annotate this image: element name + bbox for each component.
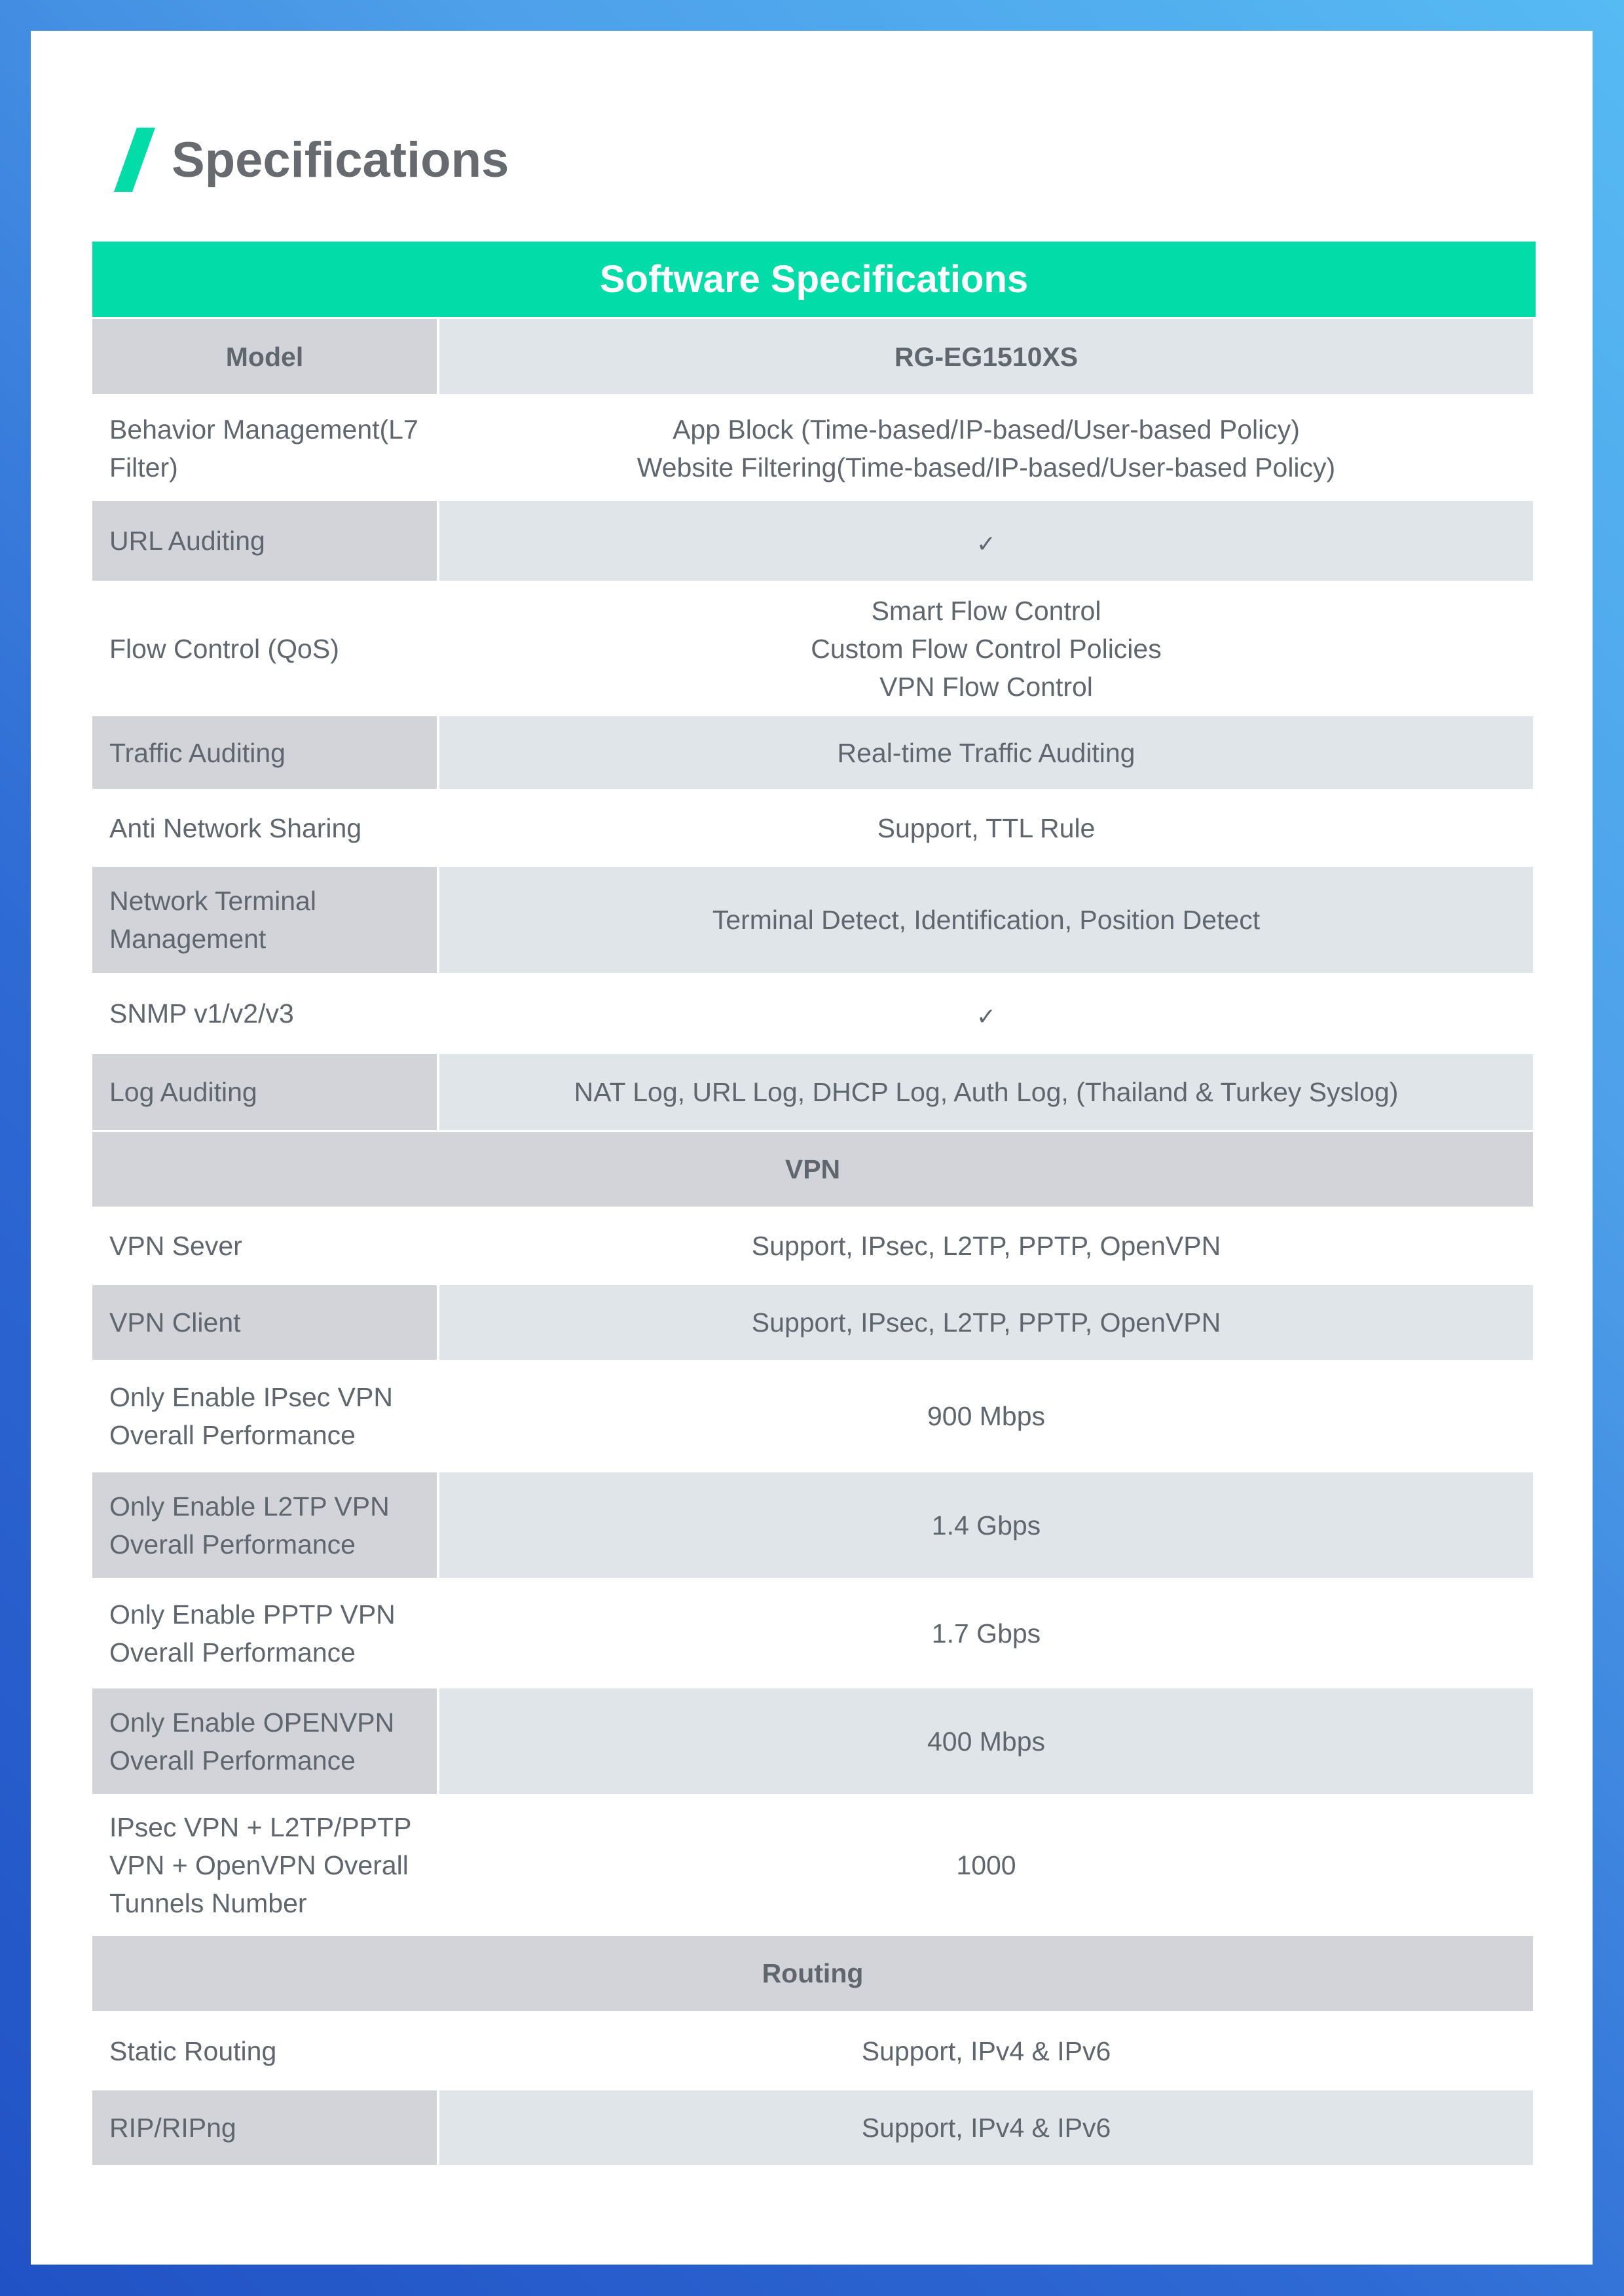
- row-value: 1.7 Gbps: [439, 1578, 1533, 1688]
- accent-slash-icon: [114, 128, 155, 192]
- row-label: Only Enable OPENVPN Overall Performance: [92, 1688, 437, 1794]
- table-row: [92, 2090, 1533, 2165]
- row-value: Support, TTL Rule: [439, 789, 1533, 867]
- table-row-model: [92, 319, 1533, 394]
- row-label: Only Enable PPTP VPN Overall Performance: [92, 1578, 437, 1688]
- row-value: Terminal Detect, Identification, Position Detect: [439, 867, 1533, 973]
- table-row: [92, 716, 1533, 789]
- table-row: [92, 1207, 1533, 1285]
- row-label: Static Routing: [92, 2011, 437, 2090]
- check-icon: ✓: [976, 1003, 997, 1030]
- table-row: [92, 501, 1533, 581]
- row-label: Log Auditing: [92, 1054, 437, 1130]
- value-line: VPN Flow Control: [879, 671, 1093, 702]
- table-row: [92, 1360, 1533, 1472]
- row-value: [439, 581, 1533, 716]
- table-row: [92, 394, 1533, 502]
- value-line: Custom Flow Control Policies: [811, 633, 1162, 664]
- row-label: Network Terminal Management: [92, 867, 437, 973]
- table-row: [92, 1472, 1533, 1578]
- row-label: VPN Client: [92, 1285, 437, 1360]
- row-label: SNMP v1/v2/v3: [92, 973, 437, 1054]
- row-value: 400 Mbps: [439, 1688, 1533, 1794]
- table-title: Software Specifications: [92, 242, 1536, 317]
- table-row: [92, 867, 1533, 973]
- table-row: [92, 973, 1533, 1054]
- row-label: URL Auditing: [92, 501, 437, 581]
- row-value: Support, IPv4 & IPv6: [439, 2011, 1533, 2090]
- row-value: [439, 501, 1533, 581]
- table-row: [92, 1688, 1533, 1794]
- row-label: Only Enable IPsec VPN Overall Performance: [92, 1360, 437, 1472]
- row-value: Support, IPsec, L2TP, PPTP, OpenVPN: [439, 1285, 1533, 1360]
- section-header-routing: Routing: [92, 1936, 1533, 2011]
- page-title: Specifications: [172, 132, 509, 188]
- row-label: Behavior Management(L7 Filter): [92, 394, 437, 502]
- row-value: 900 Mbps: [439, 1360, 1533, 1472]
- table-row: [92, 1578, 1533, 1688]
- value-line: App Block (Time-based/IP-based/User-based Policy): [673, 414, 1300, 445]
- value-line: Smart Flow Control: [871, 595, 1101, 626]
- row-label: Traffic Auditing: [92, 716, 437, 789]
- row-label: Flow Control (QoS): [92, 581, 437, 716]
- table-row: [92, 2011, 1533, 2090]
- table-row: [92, 1054, 1533, 1130]
- section-header-vpn: VPN: [92, 1132, 1533, 1207]
- row-label: IPsec VPN + L2TP/PPTP VPN + OpenVPN Overall Tunnels Number: [92, 1794, 437, 1936]
- row-label: Anti Network Sharing: [92, 789, 437, 867]
- row-value: 1000: [439, 1794, 1533, 1936]
- table-row: [92, 1794, 1533, 1936]
- row-value: NAT Log, URL Log, DHCP Log, Auth Log, (Thailand & Turkey Syslog): [439, 1054, 1533, 1130]
- row-value: 1.4 Gbps: [439, 1472, 1533, 1578]
- row-label: RIP/RIPng: [92, 2090, 437, 2165]
- spec-sheet-card: [31, 31, 1593, 2265]
- check-icon: ✓: [976, 530, 997, 557]
- row-label: Only Enable L2TP VPN Overall Performance: [92, 1472, 437, 1578]
- row-value: [439, 394, 1533, 502]
- model-label: Model: [92, 319, 437, 394]
- row-label: VPN Sever: [92, 1207, 437, 1285]
- table-row: [92, 581, 1533, 716]
- table-row: [92, 1285, 1533, 1360]
- row-value: Support, IPv4 & IPv6: [439, 2090, 1533, 2165]
- row-value: Real-time Traffic Auditing: [439, 716, 1533, 789]
- model-value: RG-EG1510XS: [439, 319, 1533, 394]
- value-line: Website Filtering(Time-based/IP-based/User-based Policy): [637, 452, 1336, 483]
- table-row: [92, 789, 1533, 867]
- row-value: [439, 973, 1533, 1054]
- row-value: Support, IPsec, L2TP, PPTP, OpenVPN: [439, 1207, 1533, 1285]
